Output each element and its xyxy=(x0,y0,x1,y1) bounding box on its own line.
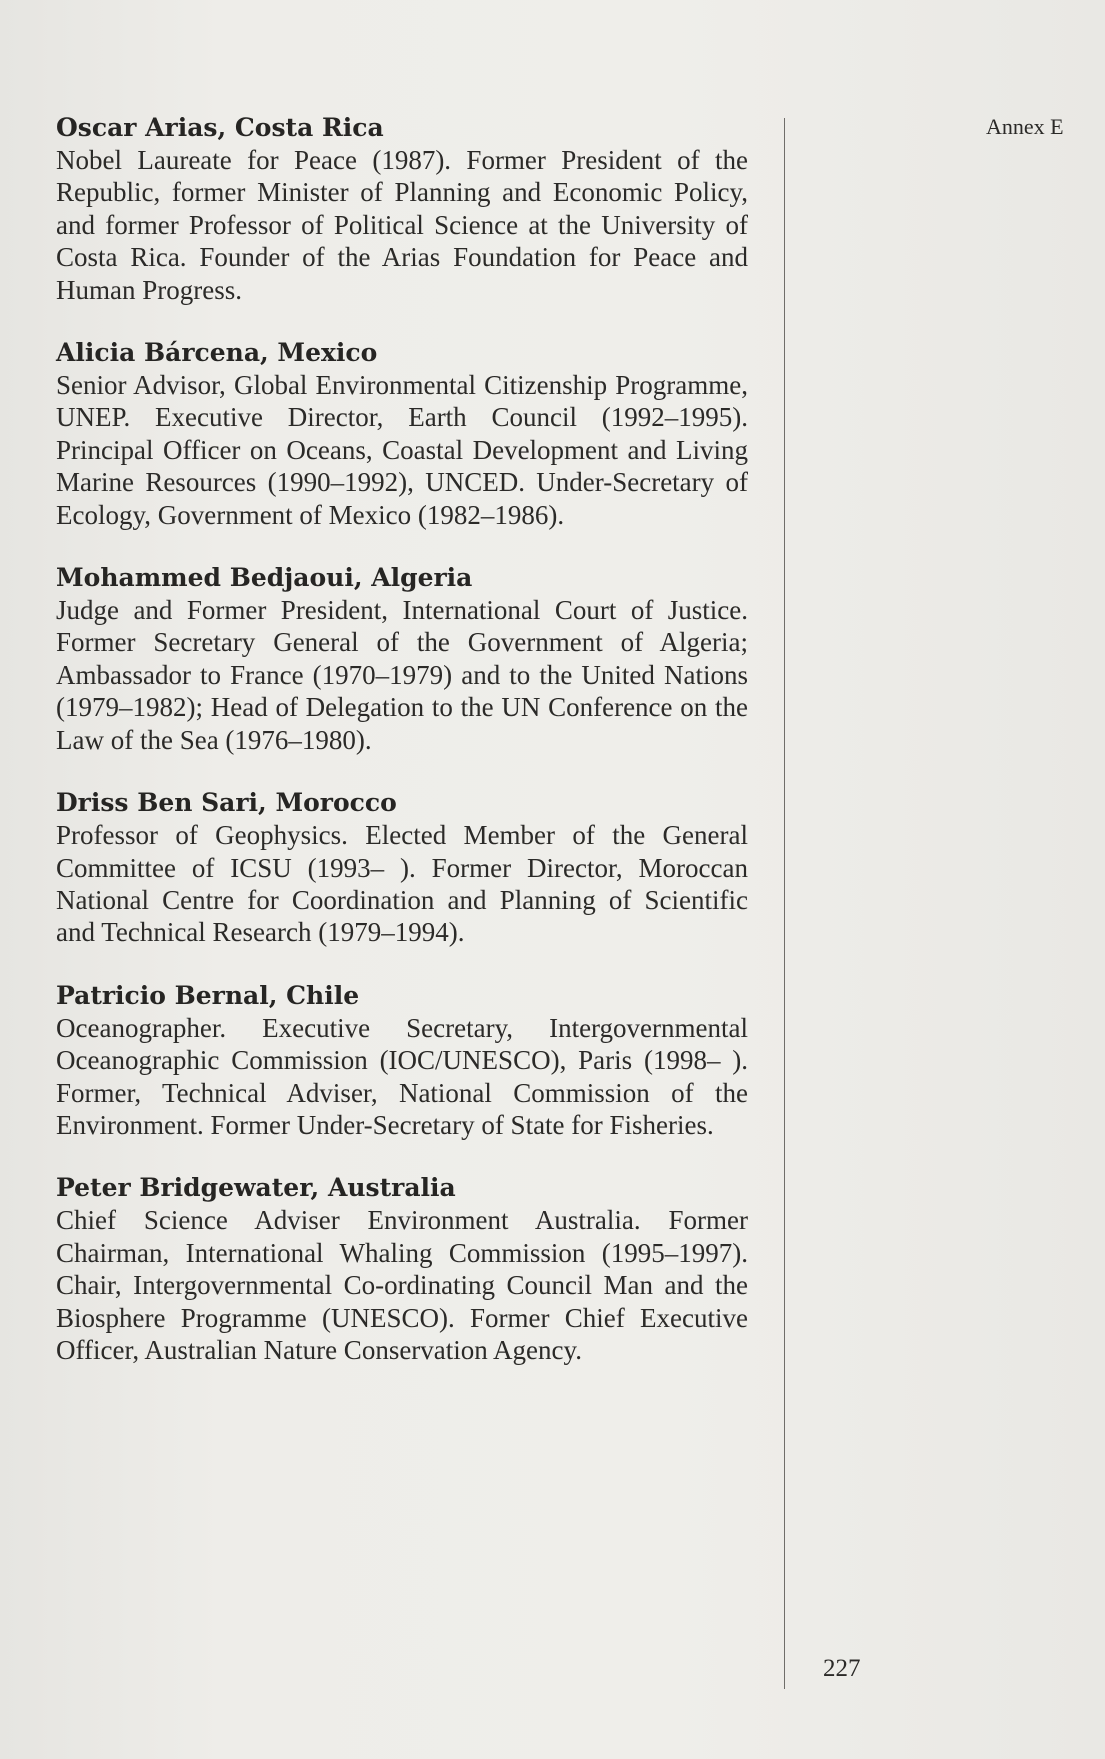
biography-entry xyxy=(56,787,748,949)
biography-entry xyxy=(56,337,748,531)
column-divider xyxy=(784,118,785,1689)
entry-bio: Professor of Geophysics. Elected Member of the General Committee of ICSU (1993– ). Former Director, Moroccan National Centre for Coordination and Planning of Scientific and Technical Research (1979–1994). xyxy=(56,820,748,948)
entry-name: Driss Ben Sari, Morocco xyxy=(56,788,397,818)
biography-column xyxy=(56,112,748,1366)
entry-bio: Senior Advisor, Global Environmental Citizenship Programme, UNEP. Executive Director, Earth Council (1992–1995). Principal Officer on Oceans, Coastal Development and Living Marine Resources (1990–1992), UNCED. Under-Secretary of Ecology, Government of Mexico (1982–1986). xyxy=(56,370,748,530)
entry-name: Alicia Bárcena, Mexico xyxy=(56,338,378,368)
entry-bio: Nobel Laureate for Peace (1987). Former President of the Republic, former Minister of Planning and Economic Policy, and former Professor of Political Science at the University of Costa Rica. Founder of the Arias Foundation for Peace and Human Progress. xyxy=(56,145,748,305)
entry-name: Patricio Bernal, Chile xyxy=(56,980,360,1010)
entry-bio: Judge and Former President, International Court of Justice. Former Secretary General of the Government of Algeria; Ambassador to France (1970–1979) and to the United Nations (1979–1982); Head of Delegation to the UN Conference on the Law of the Sea (1976–1980). xyxy=(56,595,748,755)
entry-bio: Oceanographer. Executive Secretary, Intergovernmental Oceanographic Commission (IOC/UNESCO), Paris (1998– ). Former, Technical Adviser, National Commission of the Environment. Former Under-Secretary of State for Fisheries. xyxy=(56,1012,748,1140)
biography-entry xyxy=(56,980,748,1142)
biography-entry xyxy=(56,112,748,306)
annex-label: Annex E xyxy=(986,114,1064,139)
page-number: 227 xyxy=(823,1655,861,1682)
entry-name: Peter Bridgewater, Australia xyxy=(56,1173,456,1203)
entry-name: Mohammed Bedjaoui, Algeria xyxy=(56,563,473,593)
entry-bio: Chief Science Adviser Environment Australia. Former Chairman, International Whaling Commission (1995–1997). Chair, Intergovernmental Co-ordinating Council Man and the Biosphere Programme (UNESCO). Former Chief Executive Officer, Australian Nature Conservation Agency. xyxy=(56,1205,748,1365)
biography-entry xyxy=(56,1172,748,1366)
entry-name: Oscar Arias, Costa Rica xyxy=(56,113,384,142)
biography-entry xyxy=(56,562,748,756)
